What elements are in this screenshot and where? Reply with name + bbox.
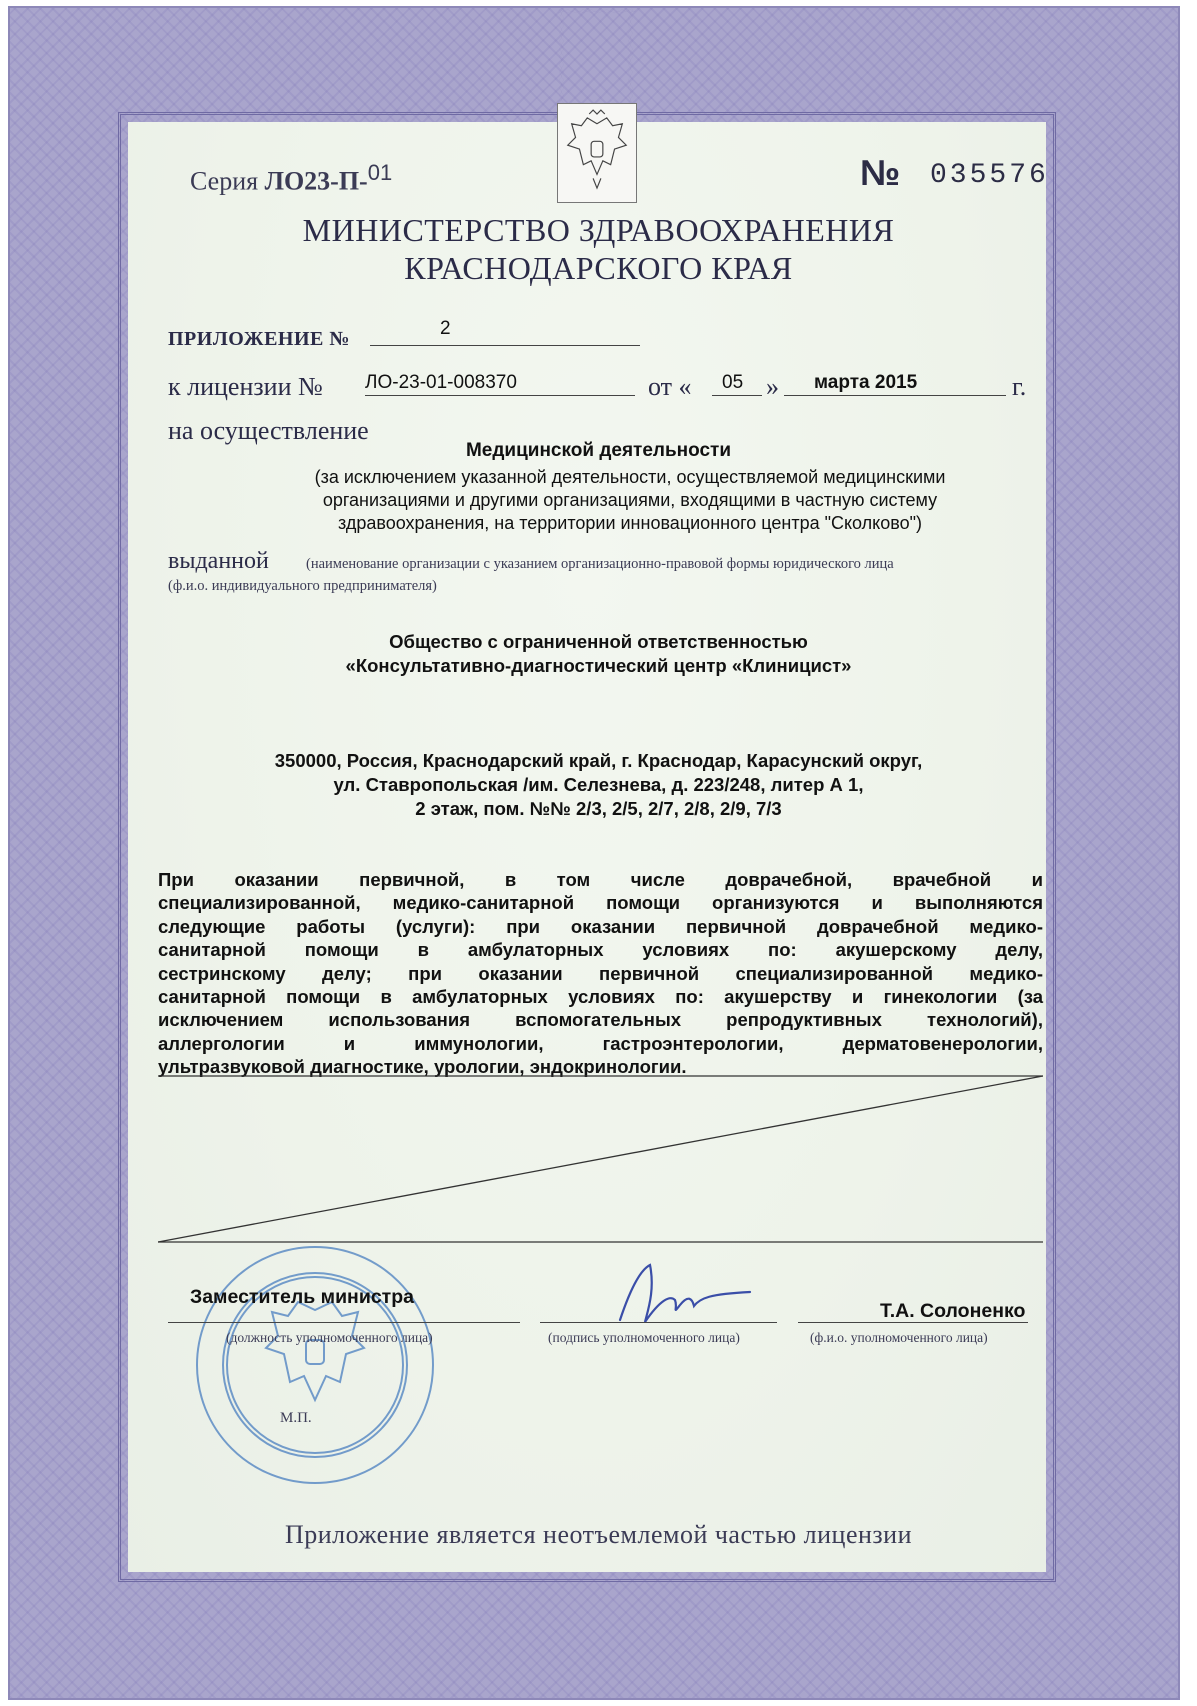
license-year-suffix: г. [1012, 372, 1027, 401]
official-seal [180, 1240, 450, 1490]
position-note: (должность уполномоченного лица) [226, 1330, 433, 1345]
name-line [798, 1322, 1028, 1323]
series-code: ЛО23-П- [264, 166, 368, 196]
number-sign: № [860, 152, 901, 193]
stamp-place-mark: М.П. [280, 1410, 312, 1426]
license-number-line [365, 395, 635, 396]
activity-note-line: здравоохранения, на территории инновационного центра "Сколково") [337, 513, 923, 533]
form-number: 035576 [930, 160, 1049, 191]
issued-note-individual: (ф.и.о. индивидуального предпринимателя) [168, 578, 437, 594]
organization-form: Общество с ограниченной ответственностью [389, 631, 808, 652]
signatory-position: Заместитель министра [190, 1286, 414, 1308]
issued-label: выданной [168, 548, 269, 574]
position-line [168, 1322, 520, 1323]
series-number: 01 [367, 160, 393, 185]
ministry-title-line2: КРАСНОДАРСКОГО КРАЯ [404, 250, 793, 286]
services-line: санитарной помощи в амбулаторных условиях по: акушерскому делу, [158, 939, 1043, 961]
activity-title: Медицинской деятельности [465, 440, 732, 461]
activity-note [250, 466, 1010, 535]
address-line: 350000, Россия, Краснодарский край, г. Краснодар, Карасунский округ, [274, 750, 923, 771]
issued-note: (наименование организации с указанием организационно-правовой формы юридического лица [306, 556, 894, 572]
services-line: санитарной помощи в амбулаторных условиях по: акушерству и гинекологии (за [158, 986, 1043, 1008]
strikeout-diagonal [158, 1076, 1043, 1242]
services-line: следующие работы (услуги): при оказании первичной доврачебной медико- [158, 915, 1043, 937]
license-month-line [784, 395, 1006, 396]
services-line: аллергологии и иммунологии, гастроэнтерологии, дерматовенерологии, [158, 1032, 1043, 1054]
license-label: к лицензии № [168, 372, 323, 401]
signatory-name: Т.А. Солоненко [880, 1300, 1026, 1322]
license-date-from: от « [648, 372, 692, 401]
license-close-quote: » [766, 372, 779, 401]
signature-line [540, 1322, 777, 1323]
eagle-icon [558, 104, 636, 202]
services-line: ультразвуковой диагностике, урологии, эндокринологии. [158, 1056, 687, 1078]
appendix-label: ПРИЛОЖЕНИЕ № [168, 328, 350, 350]
address-line: 2 этаж, пом. №№ 2/3, 2/5, 2/7, 2/8, 2/9, 7/3 [415, 798, 782, 819]
organization-name: «Консультативно-диагностический центр «Клиницист» [345, 655, 852, 676]
appendix-number: 2 [440, 318, 451, 339]
appendix-number-line [370, 345, 640, 346]
handwritten-signature [600, 1250, 760, 1330]
coat-of-arms-emblem [557, 103, 637, 203]
guilloche-pattern [10, 8, 1182, 118]
license-day-line [712, 395, 762, 396]
ministry-title-line1: МИНИСТЕРСТВО ЗДРАВООХРАНЕНИЯ [302, 212, 895, 248]
services-line: сестринскому делу; при оказании первичной специализированной медико- [158, 962, 1043, 984]
services-line: исключением использования вспомогательных репродуктивных технологий), [158, 1009, 1043, 1031]
services-line: специализированной, медико-санитарной помощи организуются и выполняются [158, 892, 1043, 914]
activity-label: на осуществление [168, 416, 369, 445]
license-month-year: марта 2015 [814, 372, 918, 393]
address-line: ул. Ставропольская /им. Селезнева, д. 223/248, литер А 1, [333, 774, 864, 795]
blank-space-strikeout [158, 1074, 1043, 1246]
signature-note: (подпись уполномоченного лица) [548, 1330, 740, 1345]
name-note: (ф.и.о. уполномоченного лица) [810, 1330, 988, 1345]
license-day: 05 [722, 372, 744, 393]
footer-note: Приложение является неотъемлемой частью лицензии [284, 1520, 913, 1549]
services-text [158, 868, 1043, 1079]
services-line: При оказании первичной, в том числе доврачебной, врачебной и [158, 869, 1043, 890]
series-label: Серия ЛО23-П-$^{01}$ [190, 160, 393, 196]
license-number: ЛО-23-01-008370 [365, 372, 517, 393]
activity-note-line: организациями и другими организациями, входящими в частную систему [322, 490, 938, 510]
activity-note-line: (за исключением указанной деятельности, осуществляемой медицинскими [314, 467, 946, 487]
